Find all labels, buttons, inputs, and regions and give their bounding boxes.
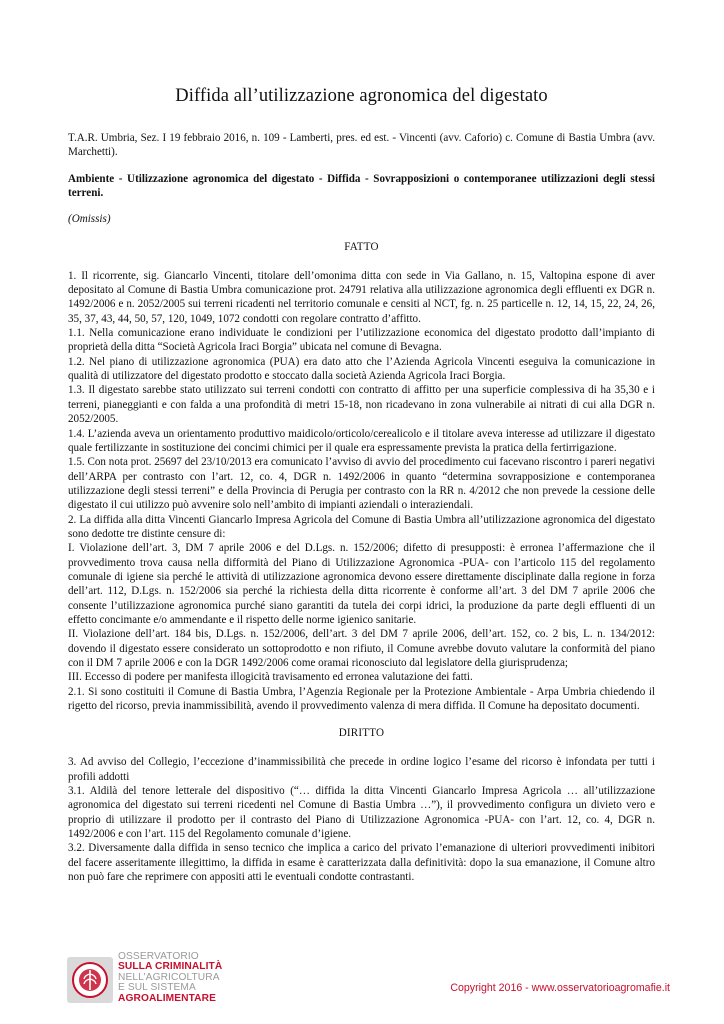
diritto-paragraph: 3.2. Diversamente dalla diffida in senso tecnico che implica a carico del privato l’emanazione di ulteriori provvedimenti inibitori del facere asseritamente illegittimo, la diffida in esame è caratterizzata dalla definitività: dopo la sua emanazione, il Comune altro non può fare che reprimere con appositi atti le eventuali condotte contrastanti. [68, 842, 655, 884]
citation: T.A.R. Umbria, Sez. I 19 febbraio 2016, n. 109 - Lamberti, pres. ed est. - Vincenti (avv. Caforio) c. Comune di Bastia Umbra (avv. Marchetti). [68, 132, 655, 159]
fatto-paragraph: 1.5. Con nota prot. 25697 del 23/10/2013 era comunicato l’avviso di avvio del procedimento cui facevano riscontro i pareri negativi dell’ARPA per contrasto con l’art. 12, co. 4, DGR n. 1492/2006 in quanto “determina sovrapposizione e contemporanea utilizzazione degli stessi terreni” e della Provincia di Perugia per contrasto con la RR n. 4/2012 che non prevede la cessione delle digestato il cui utilizzo può avvenire solo nell’ambito di impianti aziendali o interaziendali. [68, 456, 655, 512]
diritto-paragraph: 3. Ad avviso del Collegio, l’eccezione d’inammissibilità che precede in ordine logico l’esame del ricorso è infondata per tutti i profili addotti [68, 756, 655, 783]
document-title: Diffida all’utilizzazione agronomica del digestato [175, 86, 548, 106]
fatto-paragraph: 1.3. Il digestato sarebbe stato utilizzato sui terreni condotti con contratto di affitto per una superficie complessiva di ha 35,30 e i terreni, pianeggianti e con falda a una profondità di metri 15-18, non ricadevano in zona vulnerabile ai nitrati di cui alla DGR n. 2052/2005. [68, 384, 655, 426]
fatto-paragraph: 2. La diffida alla ditta Vincenti Giancarlo Impresa Agricola del Comune di Bastia Umbra all’utilizzazione agronomica del digestato sono dedotte tre distinte censure di: [68, 513, 655, 540]
fatto-paragraph: II. Violazione dell’art. 184 bis, D.Lgs. n. 152/2006, dell’art. 3 del DM 7 aprile 2006, dell’art. 152, co. 2 bis, L. n. 134/2012: dovendo il digestato essere considerato un sottoprodotto e non rifiuto, il Comune avrebbe dovuto valutare la conformità del piano con il DM 7 aprile 2006 e con la DGR 1492/2006 come oramai riconosciuto dal legislatore della giurisprudenza; [68, 628, 655, 669]
fatto-paragraph: 1.2. Nel piano di utilizzazione agronomica (PUA) era dato atto che l’Azienda Agricola Vincenti eseguiva la comunicazione in qualità di utilizzatore del digestato prodotto e stoccato dalla società Azienda Agricola Iraci Borgia. [68, 355, 655, 383]
fatto-paragraph: 1.4. L’azienda aveva un orientamento produttivo maidicolo/orticolo/cerealicolo e il titolare aveva interesse ad utilizzare il digestato quale fertilizzante in sostituzione dei concimi chimici per il quale era espressamente prevista la pratica della fertirrigazione. [68, 427, 655, 454]
fatto-paragraph: 2.1. Si sono costituiti il Comune di Bastia Umbra, l’Agenzia Regionale per la Protezione Ambientale - Arpa Umbria chiedendo il rigetto del ricorso, previa inammissibilità, avendo il provvedimento valenza di mera diffida. Il Comune ha depositato documenti. [68, 685, 655, 713]
logo-wordmark [118, 952, 222, 1004]
logo-line: NELL’AGRICOLTURA [118, 971, 220, 983]
logo-line: E SUL SISTEMA [118, 982, 196, 994]
logo-line: SULLA CRIMINALITÀ [118, 961, 223, 973]
keywords: Ambiente - Utilizzazione agronomica del digestato - Diffida - Sovrapposizioni o contemporanee utilizzazioni degli stessi terreni. [68, 172, 655, 200]
document-body [68, 86, 655, 884]
page-footer [0, 950, 724, 1024]
logo-line: AGROALIMENTARE [118, 992, 216, 1004]
fatto-paragraph: I. Violazione dell’art. 3, DM 7 aprile 2006 e del D.Lgs. n. 152/2006; difetto di presupposti: è erronea l’affermazione che il provvedimento trova causa nella difformità del Piano di Utilizzazione Agronomica -PUA- con l’articolo 115 del regolamento comunale di igiene sia perché le attività di utilizzazione agronomica devono essere direttamente disciplinate dalla regione in forza dell’art. 112, D.Lgs. n. 152/2006 sia perché la richiesta della ditta ricorrente è conforme all’art. 3 del DM 7 aprile 2006 che consente l’utilizzazione agronomica purché siano garantiti da tutela dei corpi idrici, la produzione da parte degli effluenti di un effetto concimante e/o ammendante e il rispetto delle norme igienico sanitarie. [68, 542, 655, 626]
fatto-paragraph: 1. Il ricorrente, sig. Giancarlo Vincenti, titolare dell’omonima ditta con sede in Via Gallano, n. 15, Valtopina espone di aver depositato al Comune di Bastia Umbra comunicazione prot. 24791 relativa alla utilizzazione agronomica degli effluenti ex DGR n. 1492/2006 e n. 2052/2005 sui terreni ricadenti nel territorio comunale e censiti al NCT, fg. n. 25 particelle n. 12, 14, 15, 22, 24, 26, 35, 37, 43, 44, 50, 57, 120, 1049, 1072 condotti con regolare contratto d’affitto. [68, 269, 655, 325]
wheat-seal-icon [66, 956, 114, 1004]
omissis: (Omissis) [68, 213, 111, 226]
observatory-logo [66, 952, 246, 1008]
diritto-heading: DIRITTO [338, 727, 385, 740]
fatto-paragraph: 1.1. Nella comunicazione erano individuate le condizioni per l’utilizzazione economica del digestato prodotto dall’impianto di proprietà della ditta “Società Agricola Iraci Borgia” ubicata nel comune di Bevagna. [68, 327, 655, 354]
fatto-paragraph: III. Eccesso di podere per manifesta illogicità travisamento ed erronea valutazione dei fatti. [68, 671, 473, 684]
diritto-paragraph: 3.1. Aldilà del tenore letterale del dispositivo (“… diffida la ditta Vincenti Giancarlo Impresa Agricola … all’utilizzazione agronomica del digestato sui terreni ricedenti nel Comune di Bastia Umbra …”), il provvedimento configura un divieto vero e proprio di utilizzare il prodotto per il contrasto del Piano di Utilizzazione Agronomica -PUA- con l’art. 12, co. 4, DGR n. 1492/2006 e con l’art. 115 del Regolamento comunale d’igiene. [68, 785, 655, 841]
logo-line: OSSERVATORIO [118, 951, 199, 962]
fatto-heading: FATTO [344, 240, 379, 253]
copyright-notice: Copyright 2016 - www.osservatorioagromafie.it [450, 982, 670, 994]
